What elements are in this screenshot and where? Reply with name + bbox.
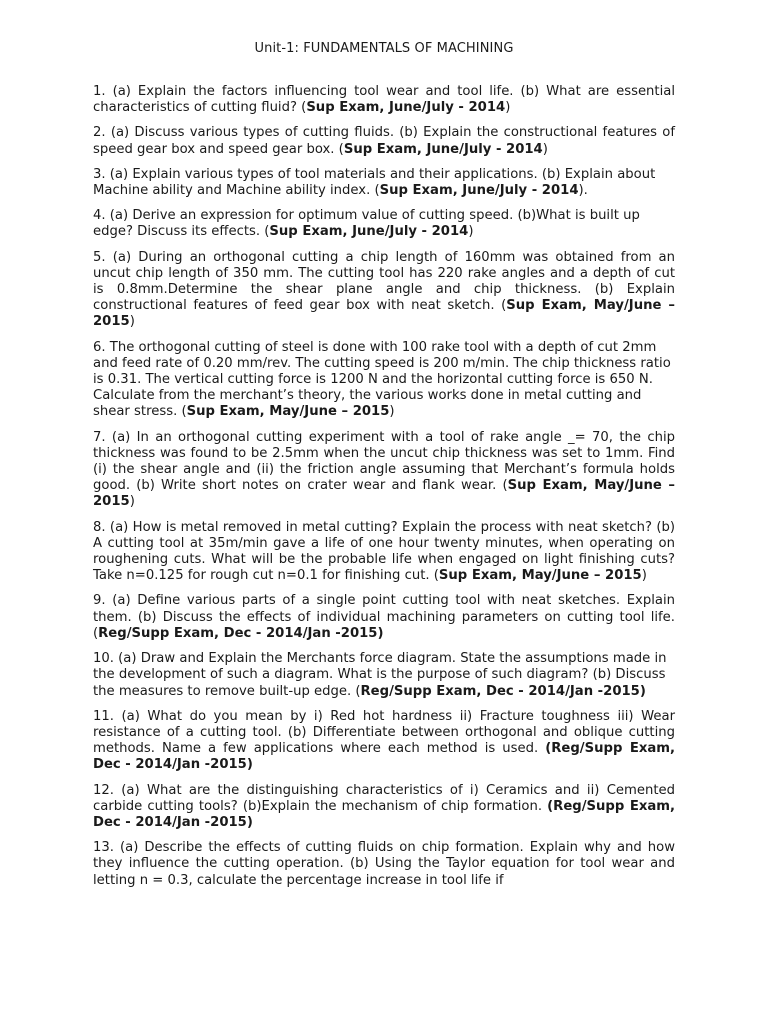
exam-source: Sup Exam, May/June – 2015 [438,568,642,584]
question-text: 6. The orthogonal cutting of steel is done with 100 rake tool with a depth of cut 2mm and feed rate of 0.20 mm/rev. The cutting speed is 200 m/min. The chip thickness ratio is 0.31. The vertical cutting force is 1200 N and the horizontal cutting force is 650 N. Calculate from the merchant’s theory, the various works done in metal cutting and shear stress. ( [93,339,671,420]
exam-source: Reg/Supp Exam, Dec - 2014/Jan -2015) [98,625,384,641]
exam-source: (Reg/Supp Exam, Dec - 2014/Jan -2015) [93,798,675,830]
question-text: 9. (a) Define various parts of a single point cutting tool with neat sketches. Explain them. (b) Discuss the effects of individual machining parameters on cutting tool life. ( [93,593,675,641]
question-8 [93,520,675,585]
question-9 [93,593,675,642]
question-tail: ) [129,314,135,330]
exam-source: Sup Exam, May/June – 2015 [93,298,676,330]
question-text: 13. (a) Describe the effects of cutting fluids on chip formation. Explain why and how they influence the cutting operation. (b) Using the Taylor equation for tool wear and letting n = 0.3, calculate the percentage increase in tool life if [93,840,675,888]
question-13 [93,840,675,889]
question-5 [93,250,675,331]
question-10 [93,651,675,700]
question-tail: ) [505,100,511,116]
question-tail: ) [468,224,474,240]
exam-source: Sup Exam, May/June – 2015 [93,478,675,510]
question-1 [93,84,675,116]
question-2 [93,125,675,157]
exam-source: Reg/Supp Exam, Dec - 2014/Jan -2015) [360,683,646,699]
question-tail: ). [578,183,588,199]
question-4 [93,208,675,240]
question-text: 1. (a) Explain the factors influencing tool wear and tool life. (b) What are essential characteristics of cutting fluid? ( [93,84,675,116]
question-text: 12. (a) What are the distinguishing characteristics of i) Ceramics and ii) Cemented carbide cutting tools? (b)Explain the mechanism of chip formation. [93,782,675,814]
question-tail: ) [641,568,647,584]
question-text: 5. (a) During an orthogonal cutting a chip length of 160mm was obtained from an uncut chip length of 350 mm. The cutting tool has 220 rake angles and a depth of cut is 0.8mm.Determine the shear plane angle and chip thickness. (b) Explain constructional features of feed gear box with neat sketch. ( [93,249,675,314]
page-title: Unit-1: FUNDAMENTALS OF MACHINING [254,41,514,56]
exam-source: (Reg/Supp Exam, Dec - 2014/Jan -2015) [93,741,675,773]
question-tail: ) [542,141,548,157]
exam-source: Sup Exam, June/July - 2014 [343,141,543,157]
exam-source: Sup Exam, June/July - 2014 [269,224,469,240]
question-3 [93,167,675,199]
question-text: 10. (a) Draw and Explain the Merchants force diagram. State the assumptions made in the development of such a diagram. What is the purpose of such diagram? (b) Discuss the measures to remove built-up edge. ( [93,651,667,699]
question-text: 3. (a) Explain various types of tool materials and their applications. (b) Explain about Machine ability and Machine ability index. ( [93,166,656,199]
question-tail: ) [129,494,135,510]
exam-source: Sup Exam, June/July - 2014 [379,183,579,199]
question-11 [93,709,675,774]
question-6 [93,340,675,421]
question-text: 7. (a) In an orthogonal cutting experiment with a tool of rake angle _= 70, the chip thickness was found to be 2.5mm when the uncut chip thickness was set to 1mm. Find (i) the shear angle and (ii) the friction angle assuming that Merchant’s formula holds good. (b) Write short notes on crater wear and flank wear. ( [93,429,675,494]
question-tail: ) [389,404,395,420]
question-text: 2. (a) Discuss various types of cutting fluids. (b) Explain the constructional features of speed gear box and speed gear box. ( [93,125,675,157]
exam-source: Sup Exam, May/June – 2015 [186,404,390,420]
question-text: 11. (a) What do you mean by i) Red hot hardness ii) Fracture toughness iii) Wear resistance of a cutting tool. (b) Differentiate between orthogonal and oblique cutting methods. Name a few applications where each method is used. [93,708,675,757]
question-12 [93,783,675,832]
exam-source: Sup Exam, June/July - 2014 [306,100,506,116]
question-text: 8. (a) How is metal removed in metal cutting? Explain the process with neat sketch? (b) A cutting tool at 35m/min gave a life of one hour twenty minutes, when operating on roughening cuts. What will be the probable life when engaged on light finishing cuts? Take n=0.125 for rough cut n=0.1 for finishing cut. ( [93,519,675,584]
question-7 [93,430,675,511]
question-text: 4. (a) Derive an expression for optimum value of cutting speed. (b)What is built up edge? Discuss its effects. ( [93,208,640,240]
